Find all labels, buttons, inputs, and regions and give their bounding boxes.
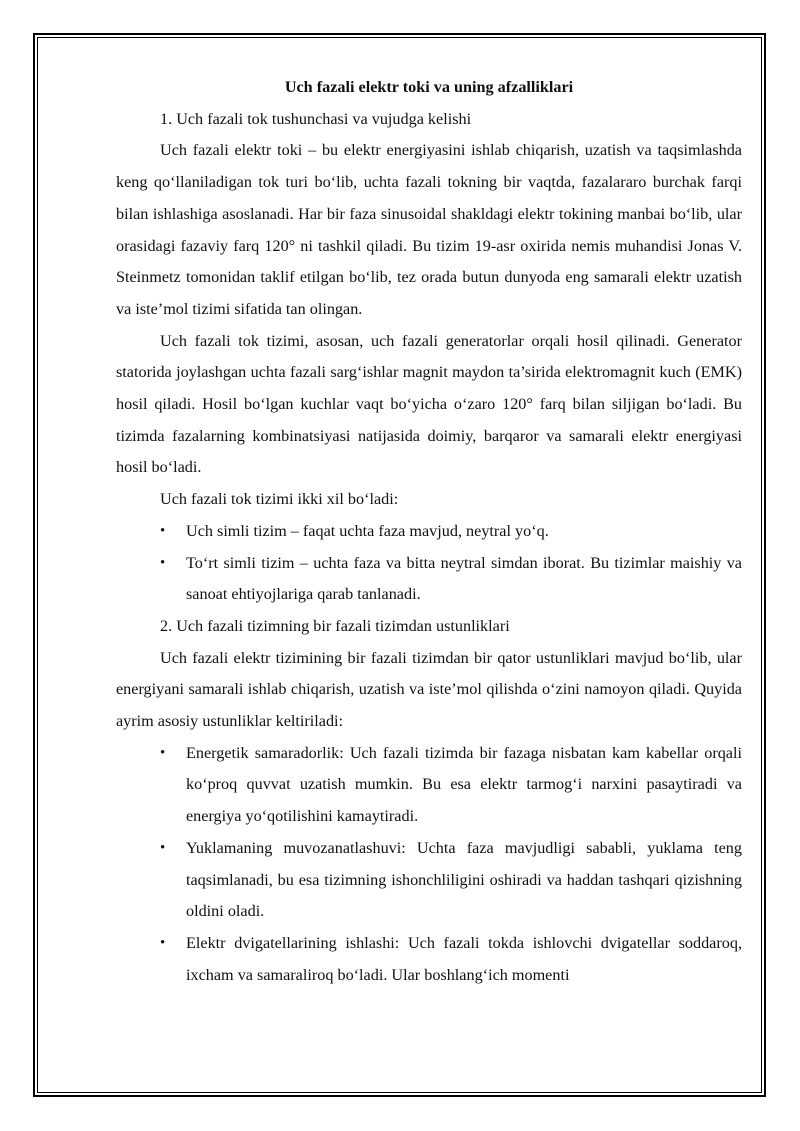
bullet-icon: • — [160, 554, 166, 571]
document-title: Uch fazali elektr toki va uning afzalliklari — [284, 78, 574, 96]
list-item-text: Uch simli tizim – faqat uchta faza mavjud, neytral yo‘q. — [186, 521, 549, 540]
section-1-heading: 1. Uch fazali tok tushunchasi va vujudga kelishi — [160, 109, 472, 128]
list-item — [116, 833, 742, 928]
section-1-bullet-list — [116, 516, 742, 611]
section-1-paragraph-2: Uch fazali tok tizimi, asosan, uch fazali generatorlar orqali hosil qilinadi. Generator statorida joylashgan uchta fazali sarg‘ishlar magnit maydon ta’sirida elektromagnit kuch (EMK) hosil qiladi. Hosil bo‘lgan kuchlar vaqt bo‘yicha o‘zaro 120° farq bilan siljigan bo‘ladi. Bu tizimda fazalarning kombinatsiyasi natijasida doimiy, barqaror va samarali elektr energiyasi hosil bo‘ladi. — [116, 331, 742, 477]
list-item — [116, 548, 742, 611]
document-page — [116, 72, 742, 991]
list-item — [116, 928, 742, 991]
list-item — [116, 738, 742, 833]
section-1-paragraph-1: Uch fazali elektr toki – bu elektr energiyasini ishlab chiqarish, uzatish va taqsimlashda keng qo‘llaniladigan tok turi bo‘lib, uchta fazali tokning bir vaqtda, fazalararo burchak farqi bilan ishlashiga asoslanadi. Har bir faza sinusoidal shakldagi elektr tokining manbai bo‘lib, ular orasidagi fazaviy farq 120° ni tashkil qiladi. Bu tizim 19-asr oxirida nemis muhandisi Jonas V. Steinmetz tomonidan taklif etilgan bo‘lib, tez orada butun dunyoda eng samarali elektr uzatish va iste’mol tizimi sifatida tan olingan. — [116, 141, 742, 318]
section-1-paragraph-3: Uch fazali tok tizimi ikki xil bo‘ladi: — [160, 490, 399, 509]
section-2-paragraph-1: Uch fazali elektr tizimining bir fazali tizimdan bir qator ustunliklari mavjud bo‘lib, ular energiyani samarali ishlab chiqarish, uzatish va iste’mol qilishda o‘zini namoyon qiladi. Quyida ayrim asosiy ustunliklar keltiriladi: — [116, 648, 742, 731]
list-item-text: Energetik samaradorlik: Uch fazali tizimda bir fazaga nisbatan kam kabellar orqali ko‘proq quvvat uzatish mumkin. Bu esa elektr tarmog‘i narxini pasaytiradi va energiya yo‘qotilishini kamaytiradi. — [186, 743, 742, 826]
list-item-text: Yuklamaning muvozanatlashuvi: Uchta faza mavjudligi sababli, yuklama teng taqsimlanadi, bu esa tizimning ishonchliligini oshiradi va haddan tashqari qizishning oldini oladi. — [186, 838, 742, 921]
section-2-heading: 2. Uch fazali tizimning bir fazali tizimdan ustunliklari — [160, 616, 510, 635]
list-item-text: Elektr dvigatellarining ishlashi: Uch fazali tokda ishlovchi dvigatellar soddaroq, ixcham va samaraliroq bo‘ladi. Ular boshlang‘ich momenti — [186, 933, 742, 984]
bullet-icon: • — [160, 744, 166, 761]
list-item — [116, 516, 742, 548]
section-2-bullet-list — [116, 738, 742, 992]
bullet-icon: • — [160, 839, 166, 856]
bullet-icon: • — [160, 522, 166, 539]
list-item-text: To‘rt simli tizim – uchta faza va bitta neytral simdan iborat. Bu tizimlar maishiy va sanoat ehtiyojlariga qarab tanlanadi. — [186, 553, 742, 604]
bullet-icon: • — [160, 934, 166, 951]
